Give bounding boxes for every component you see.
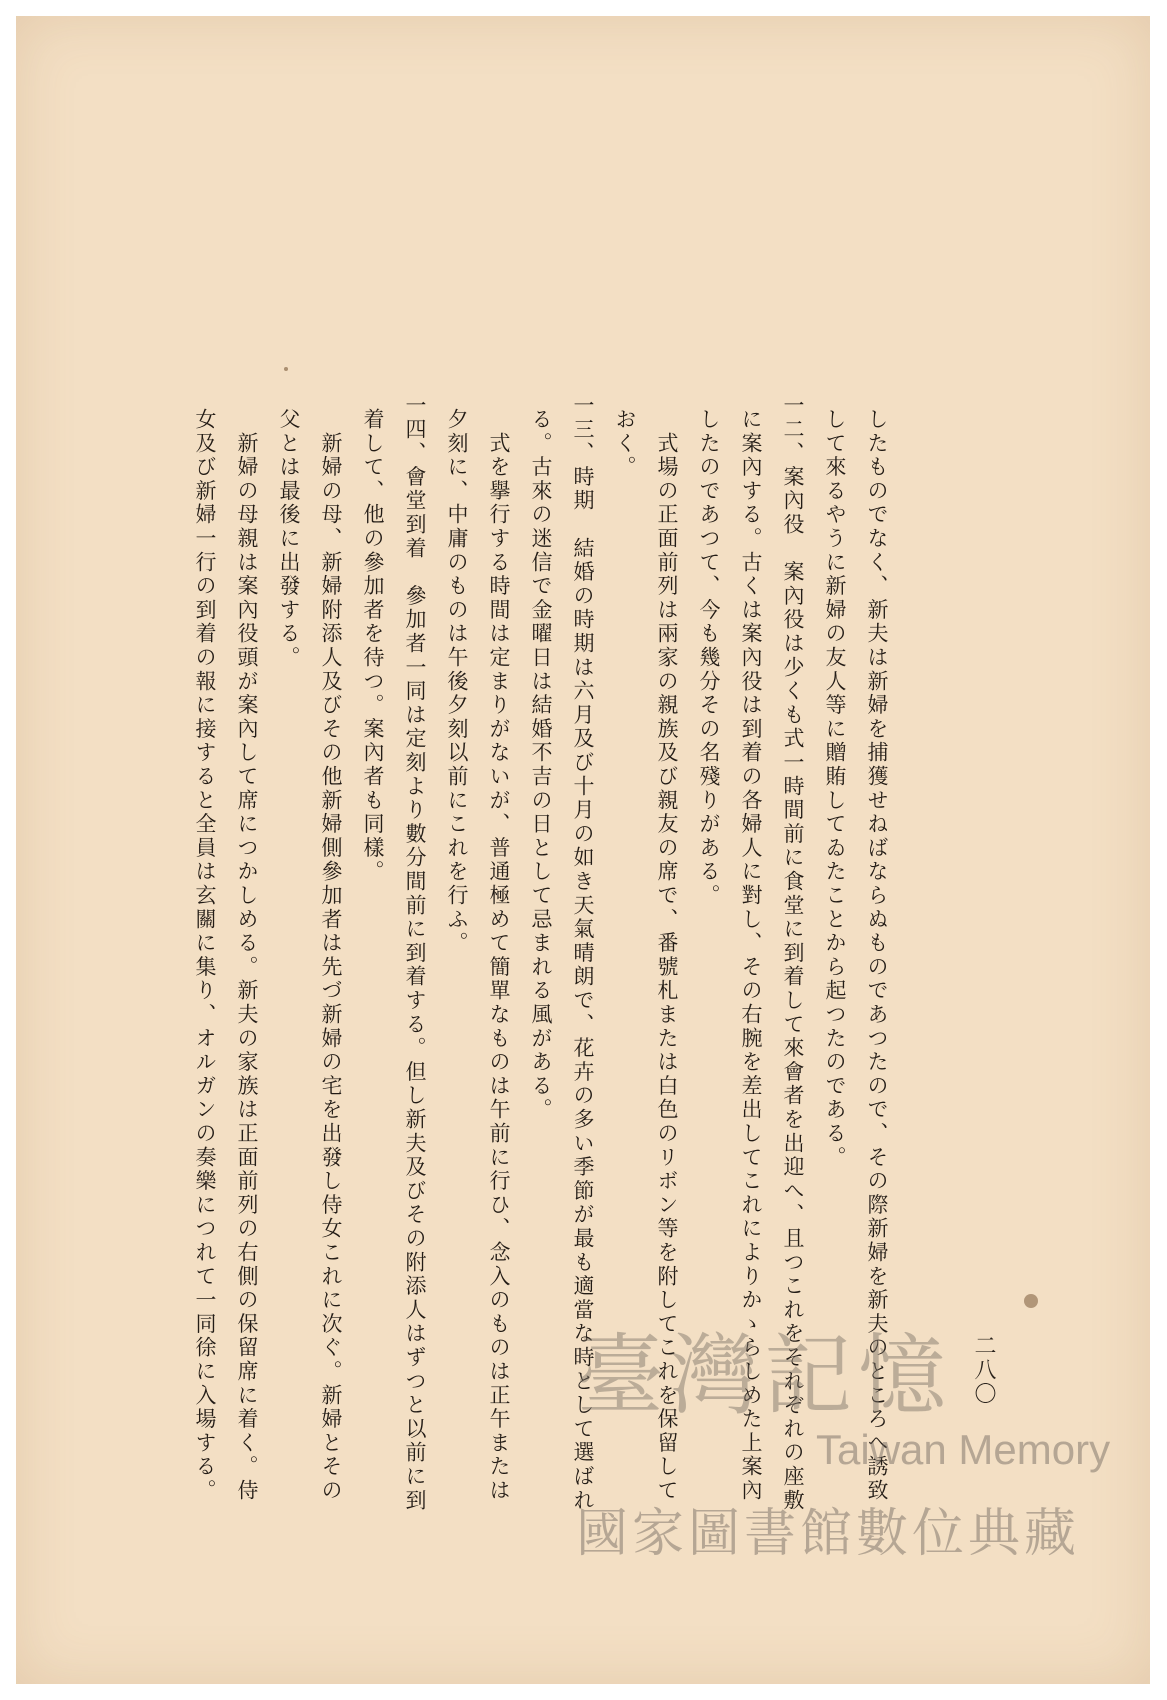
text-column: したのであつて、今も幾分その名殘りがある。 bbox=[697, 408, 721, 908]
text-column: 一二、案內役 案內役は少くも式一時間前に食堂に到着して來會者を出迎へ、且つこれをそれぞれの座敷 bbox=[781, 394, 805, 1513]
watermark-latin: Taiwan Memory bbox=[816, 1426, 1111, 1473]
document-page bbox=[16, 16, 1150, 1684]
text-column: して來るやうに新婦の友人等に贈賄してゐたことから起つたのである。 bbox=[823, 408, 847, 1170]
text-column: したものでなく、新夫は新婦を捕獲せねばならぬものであつたので、その際新婦を新夫のところへ誘致 bbox=[865, 408, 889, 1503]
watermark-title: 臺灣記憶 bbox=[576, 1324, 953, 1427]
text-column: る。古來の迷信で金曜日は結婚不吉の日として忌まれる風がある。 bbox=[529, 408, 553, 1122]
text-column: 父とは最後に出發する。 bbox=[277, 408, 301, 670]
watermark-organization: 國家圖書館數位典藏 bbox=[576, 1504, 1081, 1564]
text-column: 着して、他の參加者を待つ。案內者も同樣。 bbox=[361, 408, 385, 884]
text-column: 式を擧行する時間は定まりがないが、普通極めて簡單なものは午前に行ひ、念入のものは正午または bbox=[487, 408, 511, 1503]
text-column: おく。 bbox=[613, 408, 637, 480]
text-column: 女及び新婦一行の到着の報に接すると全員は玄關に集り、オルガンの奏樂につれて一同徐に入場する。 bbox=[193, 408, 217, 1503]
text-column: 一三、時期 結婚の時期は六月及び十月の如き天氣晴朗で、花卉の多い季節が最も適當な時として選ばれ bbox=[571, 394, 595, 1513]
text-column: 新婦の母親は案內役頭が案內して席につかしめる。新夫の家族は正面前列の右側の保留席に着く。侍 bbox=[235, 408, 259, 1503]
text-column: 式場の正面前列は兩家の親族及び親友の席で、番號札または白色のリボン等を附してこれを保留して bbox=[655, 408, 679, 1503]
text-column: 新婦の母、新婦附添人及びその他新婦側參加者は先づ新婦の宅を出發し侍女これに次ぐ。新婦とその bbox=[319, 408, 343, 1503]
paper-speck bbox=[284, 367, 288, 371]
paper-stain bbox=[1024, 1294, 1038, 1308]
text-column: 夕刻に、中庸のものは午後夕刻以前にこれを行ふ。 bbox=[445, 408, 469, 956]
text-column: 一四、會堂到着 參加者一同は定刻より數分間前に到着する。但し新夫及びその附添人はずつと以前に到 bbox=[403, 394, 427, 1513]
body-text bbox=[16, 16, 1150, 1684]
page-number: 二八〇 bbox=[971, 1334, 996, 1406]
text-column: に案內する。古くは案內役は到着の各婦人に對し、その右腕を差出してこれによりかゝらしめた上案內 bbox=[739, 408, 763, 1503]
